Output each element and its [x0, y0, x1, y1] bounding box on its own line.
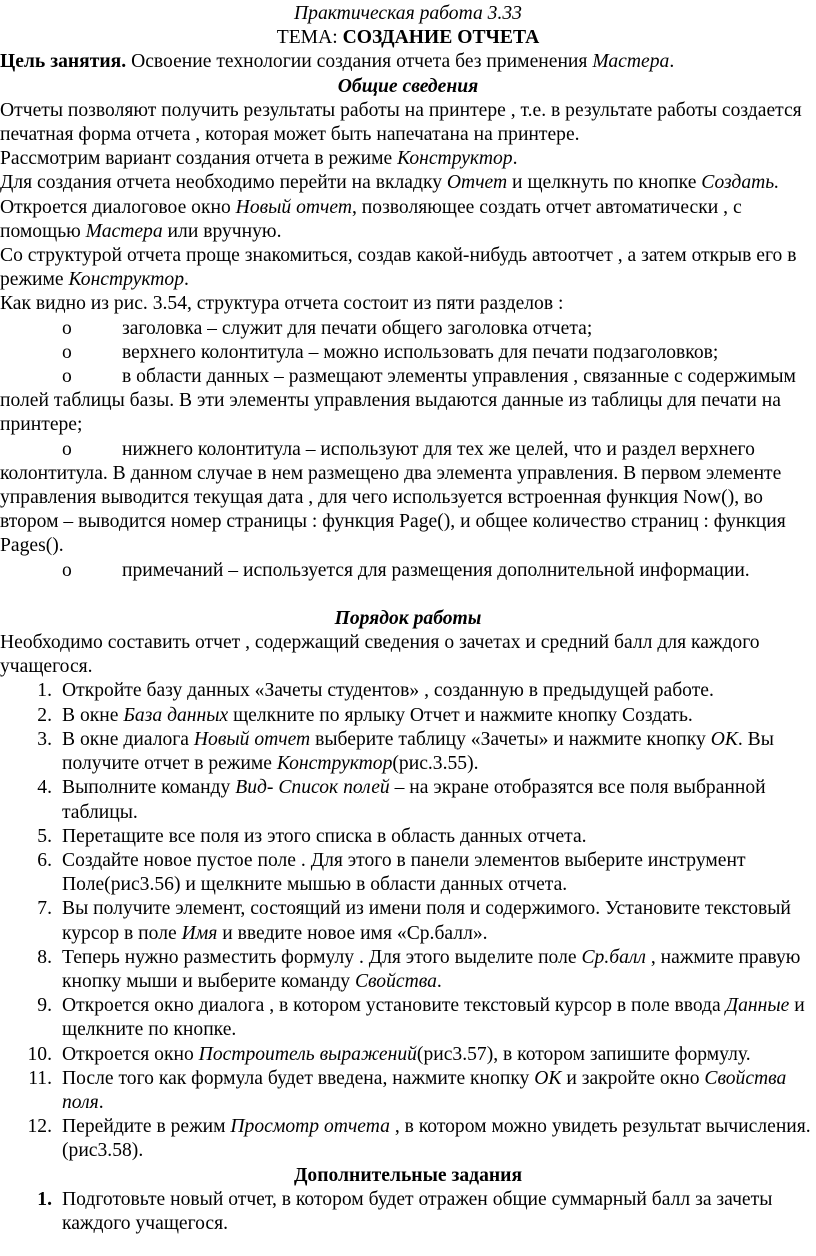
list-item	[0, 849, 816, 897]
bullet-marker: o	[62, 317, 72, 339]
list-item	[0, 1043, 816, 1067]
work-title	[0, 2, 816, 26]
general-p6: Как видно из рис. 3.54, структура отчета состоит из пяти разделов :	[0, 293, 564, 315]
list-item	[0, 317, 816, 341]
step-number: 1.	[37, 680, 52, 702]
general-p2	[0, 147, 816, 171]
list-item	[0, 679, 816, 703]
list-item	[0, 776, 816, 824]
list-item	[0, 1188, 816, 1236]
list-item	[0, 728, 816, 776]
general-p4-b: , позволяющее создать отчет автоматически , с помощью	[0, 196, 742, 242]
procedure-title: Порядок работы	[334, 607, 482, 629]
procedure-steps	[0, 679, 816, 1163]
general-p3-b: и щелкнуть по кнопке	[507, 172, 702, 194]
general-p3-i2: Создать.	[701, 172, 780, 194]
step-text-b: и введите новое имя «Ср.балл».	[217, 922, 488, 944]
general-p3	[0, 171, 816, 195]
step-text-a: Откройте базу данных «Зачеты студентов» , созданную в предыдущей работе.	[62, 680, 714, 702]
step-text-a: Перейдите в режим	[62, 1116, 231, 1138]
section-item-text: верхнего колонтитула – можно использовать для печати подзаголовков;	[122, 341, 719, 363]
step-text-c: .	[436, 970, 442, 992]
step-text-i1: База данных	[123, 704, 229, 726]
list-item	[0, 1115, 816, 1163]
list-item	[0, 365, 816, 438]
step-text-a: Теперь нужно разместить формулу . Для этого выделите поле	[62, 946, 582, 968]
step-text-b: выберите таблицу «Зачеты» и нажмите кнопку	[310, 728, 711, 750]
list-item	[0, 438, 816, 559]
step-text-a: В окне	[62, 704, 124, 726]
step-text-a: Откроется окно	[62, 1043, 199, 1065]
step-text-b: , в котором можно увидеть результат вычисления. (рис3.58).	[62, 1116, 811, 1162]
step-text-b: , нажмите правую кнопку мыши и выберите команду	[62, 946, 801, 992]
procedure-intro: Необходимо составить отчет , содержащий сведения о зачетах и средний балл для каждого учащегося.	[0, 632, 760, 678]
step-text-i1: Просмотр отчета	[230, 1116, 390, 1138]
general-p4-c: или вручную.	[162, 220, 282, 242]
step-text-a: После того как формула будет введена, нажмите кнопку	[62, 1067, 535, 1089]
step-number: 1.	[37, 1188, 52, 1210]
document-page	[0, 2, 816, 1236]
step-text-a: Откроется окно диалога , в котором установите текстовый курсор в поле ввода	[62, 995, 726, 1017]
step-text-c: . Вы получите отчет в режиме	[62, 728, 774, 775]
step-text-i1: Данные	[725, 995, 790, 1017]
step-number: 4.	[37, 777, 52, 799]
step-text-i1: Новый отчет	[193, 728, 311, 750]
general-p3-a: Для создания отчета необходимо перейти на вкладку	[0, 172, 447, 194]
step-text-i3: Конструктор	[276, 753, 393, 775]
list-item	[0, 897, 816, 945]
general-p4-i2: Мастера	[85, 220, 163, 242]
step-text-i2: Свойства	[354, 970, 437, 992]
step-text-b: – на экране отобразятся все поля выбранной таблицы.	[62, 777, 766, 823]
list-item	[0, 825, 816, 849]
list-item	[0, 341, 816, 365]
general-p4	[0, 196, 816, 244]
step-number: 3.	[37, 728, 52, 750]
general-p2-a: Рассмотрим вариант создания отчета в режиме	[0, 148, 398, 170]
goal-end: .	[669, 51, 675, 73]
general-p5-a: Со структурой отчета проще знакомиться, создав какой-нибудь автоотчет , а затем открыв его в режиме	[0, 245, 797, 291]
step-text-a: Подготовьте новый отчет, в котором будет отражен общие суммарный балл за зачеты каждого учащегося.	[62, 1188, 773, 1234]
step-text-b: (рис3.57), в котором запишите формулу.	[416, 1043, 751, 1065]
step-text-i1: Имя	[181, 922, 218, 944]
spacer	[0, 583, 816, 607]
step-number: 5.	[37, 825, 52, 847]
section-item-text: примечаний – используется для размещения дополнительной информации.	[122, 559, 750, 581]
step-text-b: щелкните по ярлыку Отчет и нажмите кнопку Создать.	[228, 704, 693, 726]
step-text-b: и закройте окно	[561, 1067, 705, 1089]
bullet-marker: o	[62, 366, 72, 388]
sections-list	[0, 317, 816, 583]
general-p4-i1: Новый отчет	[235, 196, 352, 218]
step-number: 8.	[37, 946, 52, 968]
topic-line	[0, 26, 816, 50]
topic-prefix: ТЕМА:	[276, 27, 343, 49]
step-text-a: Вы получите элемент, состоящий из имени поля и содержимого. Установите текстовый курсор в поле	[62, 898, 791, 944]
section-item-text: нижнего колонтитула – используют для тех же целей, что и раздел верхнего колонтитула. В данном случае в нем размещено два элемента управления. В первом элементе управления выводится текущая дата , для чего используется встроенная функция Now(), во втором – выводится номер страницы : функция Page(), и общее количество страниц : функция Pages().	[0, 438, 786, 557]
step-text-d: (рис.3.55).	[392, 753, 479, 775]
step-text-i1: Построитель выражений	[198, 1043, 417, 1065]
goal-text: Освоение технологии создания отчета без применения	[126, 51, 593, 73]
step-number: 11.	[28, 1067, 52, 1089]
step-number: 9.	[37, 995, 52, 1017]
section-item-text: в области данных – размещают элементы управления , связанные с содержимым полей таблицы базы. В эти элементы управления выдаются данные из таблицы для печати на принтере;	[0, 366, 796, 436]
step-number: 12.	[27, 1116, 52, 1138]
section-item-text: заголовка – служит для печати общего заголовка отчета;	[122, 317, 593, 339]
step-text-i1: Вид- Список полей	[235, 777, 390, 799]
goal-label: Цель занятия.	[0, 51, 127, 73]
step-number: 6.	[37, 849, 52, 871]
step-text-i1: Ср.балл	[581, 946, 646, 968]
general-p1: Отчеты позволяют получить результаты работы на принтере , т.е. в результате работы создается печатная форма отчета , которая может быть напечатана на принтере.	[0, 99, 802, 146]
general-p5-b: .	[184, 269, 189, 291]
general-p5-i: Конструктор	[68, 269, 185, 291]
step-number: 7.	[37, 898, 52, 920]
goal-italic: Мастера	[592, 51, 670, 73]
list-item	[0, 994, 816, 1042]
general-p2-i: Конструктор	[397, 148, 513, 170]
step-text-a: Перетащите все поля из этого списка в область данных отчета.	[62, 825, 587, 847]
work-title-text: Практическая работа 3.33	[294, 3, 522, 24]
step-number: 10.	[27, 1043, 52, 1065]
step-text-c: .	[98, 1091, 104, 1113]
step-text-a: В окне диалога	[62, 728, 194, 750]
list-item	[0, 559, 816, 583]
step-number: 2.	[37, 704, 52, 726]
list-item	[0, 946, 816, 994]
step-text-i1: ОК	[534, 1067, 562, 1089]
bullet-marker: o	[62, 559, 72, 581]
list-item	[0, 1067, 816, 1115]
step-text-i2: ОК	[710, 728, 738, 750]
step-text-i2: Свойства поля	[62, 1067, 787, 1113]
topic-text: СОЗДАНИЕ ОТЧЕТА	[342, 27, 540, 49]
list-item	[0, 704, 816, 728]
general-p3-i1: Отчет	[446, 172, 508, 194]
step-text-a: Выполните команду	[62, 777, 236, 799]
step-text-a: Создайте новое пустое поле . Для этого в панели элементов выберите инструмент Поле(рис3.56) и щелкните мышью в области данных отчета.	[62, 849, 746, 896]
general-p2-b: .	[512, 148, 518, 170]
bullet-marker: o	[62, 438, 72, 460]
additional-title: Дополнительные задания	[293, 1164, 523, 1186]
general-p4-a: Откроется диалоговое окно	[0, 196, 236, 218]
general-title: Общие сведения	[337, 75, 479, 97]
bullet-marker: o	[62, 341, 72, 363]
step-text-b: и щелкните по кнопке.	[62, 995, 805, 1041]
additional-tasks	[0, 1188, 816, 1236]
general-p5	[0, 244, 816, 292]
goal-paragraph	[0, 50, 816, 74]
